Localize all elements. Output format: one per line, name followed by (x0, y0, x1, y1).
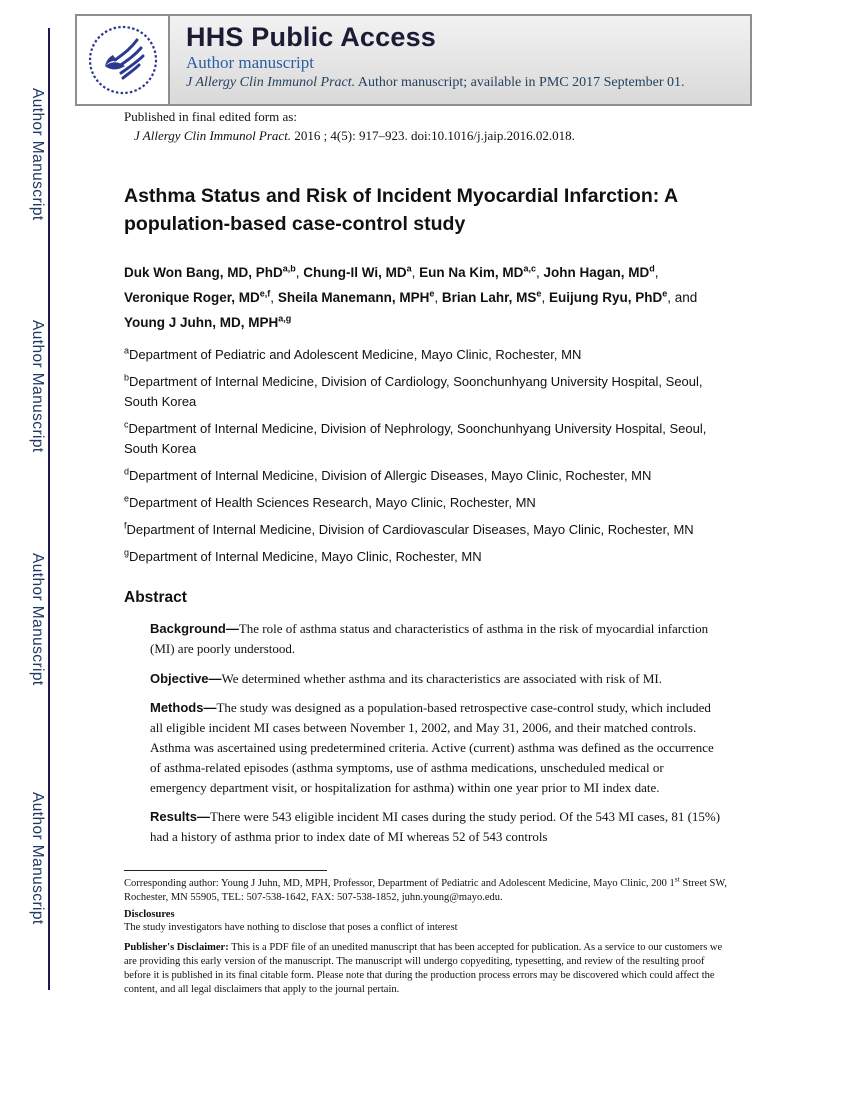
publisher-disclaimer-label: Publisher's Disclaimer: (124, 942, 229, 954)
author-separator: , and (667, 290, 698, 305)
affiliation-superscript: a (124, 345, 130, 356)
author-name: Eun Na Kim, MD (419, 265, 524, 280)
hhs-public-access-title: HHS Public Access (186, 22, 436, 52)
hhs-logo (77, 16, 170, 104)
author-affiliation-superscript: a,g (278, 313, 292, 324)
abstract-section (150, 807, 722, 847)
affiliation-item: $^f$Department of Internal Medicine, Division of Cardiovascular Diseases, Mayo Clinic, Rochester, MN (124, 520, 694, 537)
affiliation-superscript: b (124, 372, 130, 383)
author-name: Young J Juhn, MD, MPH (124, 315, 279, 330)
affiliation-superscript: d (124, 466, 130, 477)
author-manuscript-watermark: Author Manuscript (29, 320, 46, 453)
corresponding-author-note: Corresponding author: Young J Juhn, MD, MPH, Professor, Department of Pediatric and Adolescent Medicine, Mayo Clinic, 200 1st Street SW, Rochester, MN 55905, TEL: 507-538-1642, FAX: 507-538-1852, juhn.young@mayo.edu. (124, 874, 727, 903)
author-affiliation-superscript: a (406, 263, 412, 274)
citation-details: 2016 ; 4(5): 917–923. doi:10.1016/j.jaip.2016.02.018. (291, 128, 575, 143)
header-availability: Author manuscript; available in PMC 2017 September 01. (355, 75, 685, 90)
abstract-section-text: The study was designed as a population-based retrospective case-control study, which included all eligible incident MI cases between November 1, 2002, and May 31, 2006, and their matched controls. Asthma was ascertained using predetermined criteria. Active (current) asthma was defined as the occurrence of asthma-related episodes (asthma symptoms, use of asthma medications, unscheduled medical or emergency department visit, or hospitalization for asthma) within one year prior to MI index date. (150, 700, 714, 795)
author-affiliation-superscript: e (662, 288, 668, 299)
author-manuscript-watermark: Author Manuscript (29, 792, 46, 925)
author-separator: , (535, 265, 544, 280)
author-name: Duk Won Bang, MD, PhD (124, 265, 283, 280)
author-separator: , (295, 265, 304, 280)
author-list (124, 260, 724, 335)
hhs-eagle-icon (85, 22, 161, 98)
abstract-heading: Abstract (124, 589, 187, 606)
affiliation-item: $^g$Department of Internal Medicine, Mayo Clinic, Rochester, MN (124, 547, 482, 564)
author-separator: , (654, 265, 659, 280)
author-affiliation-superscript: a,b (282, 263, 296, 274)
affiliation-superscript: c (124, 419, 129, 430)
abstract-section (150, 698, 722, 797)
pmc-header (75, 14, 752, 106)
author-name: Euijung Ryu, PhD (548, 290, 663, 305)
abstract-section-label: Background— (150, 621, 239, 636)
abstract-section-label: Results— (150, 809, 210, 825)
abstract-section-text: There were 543 eligible incident MI cases during the study period. Of the 543 MI cases, 81 (15%) had a history of asthma prior to index date of MI whereas 52 of 543 controls (150, 809, 721, 845)
author-manuscript-subtitle: Author manuscript (186, 53, 314, 72)
author-affiliation-superscript: d (649, 263, 655, 274)
header-text-block (170, 16, 685, 104)
affiliation-item: $^a$Department of Pediatric and Adolescent Medicine, Mayo Clinic, Rochester, MN (124, 345, 582, 362)
article-title: Asthma Status and Risk of Incident Myocardial Infarction: A population-based case-control study (124, 185, 678, 235)
footnote-block (124, 862, 728, 996)
abstract-section-text: We determined whether asthma and its characteristics are associated with risk of MI. (221, 670, 662, 686)
publisher-disclaimer (124, 941, 728, 996)
ordinal-superscript: st (674, 874, 680, 884)
disclosures-heading: Disclosures (124, 908, 175, 920)
disclosures-text: The study investigators have nothing to disclose that poses a conflict of interest (124, 922, 458, 934)
author-name: John Hagan, MD (543, 265, 650, 280)
author-separator: , (541, 290, 549, 305)
citation-journal-name: J Allergy Clin Immunol Pract. (134, 128, 292, 143)
author-affiliation-superscript: a,c (523, 263, 536, 274)
sidebar-divider-line (48, 28, 50, 990)
affiliation-list (124, 345, 728, 567)
affiliation-superscript: f (124, 520, 127, 531)
affiliation-item: $^e$Department of Health Sciences Research, Mayo Clinic, Rochester, MN (124, 493, 536, 510)
author-separator: , (270, 290, 278, 305)
published-in-line: Published in final edited form as: (124, 109, 297, 124)
author-name: Brian Lahr, MS (441, 290, 537, 305)
citation-line (134, 127, 728, 144)
affiliation-superscript: g (124, 547, 130, 558)
abstract-section-label: Objective— (150, 670, 222, 686)
author-separator: , (434, 290, 442, 305)
author-name: Sheila Manemann, MPH (277, 290, 430, 305)
affiliation-superscript: e (124, 493, 130, 504)
footnote-divider (124, 870, 327, 871)
author-affiliation-superscript: e,f (259, 288, 271, 299)
author-separator: , (411, 265, 420, 280)
author-affiliation-superscript: e (429, 288, 435, 299)
affiliation-item: $^b$Department of Internal Medicine, Division of Cardiology, Soonchunhyang University Hospital, Seoul, South Korea (124, 372, 703, 409)
abstract-section (150, 669, 722, 689)
abstract-section-text: The role of asthma status and characteristics of asthma in the risk of myocardial infarction (MI) are poorly understood. (150, 621, 709, 656)
affiliation-item: $^c$Department of Internal Medicine, Division of Nephrology, Soonchunhyang University Hospital, Seoul, South Korea (124, 419, 707, 456)
author-manuscript-watermark: Author Manuscript (29, 88, 46, 221)
abstract-section-label: Methods— (150, 700, 217, 716)
abstract-sections (124, 619, 722, 847)
abstract-section (150, 619, 722, 659)
author-manuscript-watermark: Author Manuscript (29, 553, 46, 686)
publisher-disclaimer-text: This is a PDF file of an unedited manuscript that has been accepted for publication. As a service to our customers we are providing this early version of the manuscript. The manuscript will undergo copyediting, typesetting, and review of the resulting proof before it is published in its final citable form. Please note that during the production process errors may be discovered which could affect the content, and all legal disclaimers that apply to the journal pertain. (124, 942, 723, 995)
main-content (124, 108, 728, 857)
author-name: Chung-Il Wi, MD (303, 265, 407, 280)
header-journal-line (186, 74, 685, 92)
affiliation-item: $^d$Department of Internal Medicine, Division of Allergic Diseases, Mayo Clinic, Rochester, MN (124, 466, 652, 483)
author-affiliation-superscript: e (536, 288, 542, 299)
header-journal-name: J Allergy Clin Immunol Pract. (186, 75, 356, 90)
author-name: Veronique Roger, MD (124, 290, 260, 305)
